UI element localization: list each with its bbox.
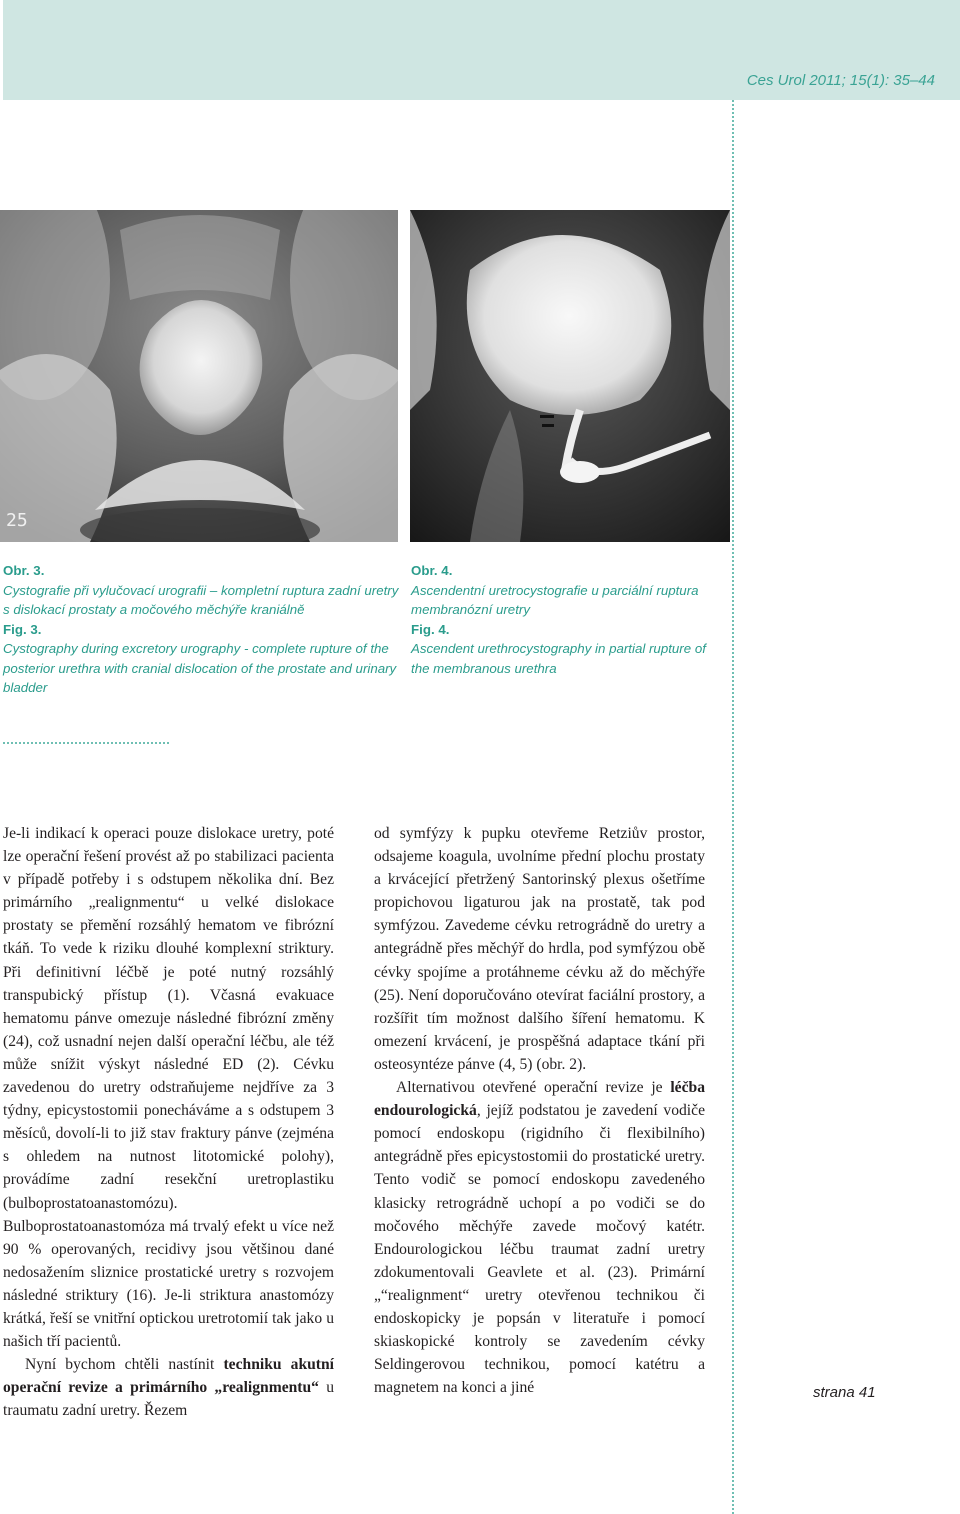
paragraph-text: Alternativou otevřené operační revize je — [396, 1079, 671, 1097]
paragraph-bold-text: léčba endourologická — [374, 1079, 705, 1120]
paragraph-text: Je-li indikací k operaci pouze dislokace uretry, poté lze operační řešení provést až po stabilizaci pacienta v případě potřeby i s odstupem několika dní. Bez primárního „realignmentu“ u velké dislokace prostaty se přemění rozsáhlý hematom ve fibrózní tkáň. To vede k riziku dlouhé komplexní striktury. Při definitivní léčbě je poté nutný rozsáhlý transpubický přístup (1). Včasná evakuace hematomu pánve omezuje následné fibrózní změny (24), což usnadní nejen další operační léčbu, ale též může snížit výskyt následné ED (2). Cévku zavedenou do uretry odstraňujeme nejdříve za 3 týdny, epicystostomii ponecháváme a s odstupem 3 měsíců, dovolí-li to již stav fraktury pánve (zejména s ohledem na nutnost litotomické polohy), provádíme zadní resekční uretroplastiku (bulboprostatoanastomózu). Bulboprostatoanastomóza má trvalý efekt u více než 90 % operovaných, recidivy jsou většinou dané nedosažením sliznice prostatické uretry s rozvojem následné striktury (16). Je-li striktura anastomózy krátká, řeší se vnitřní optickou uretrotomií tak jako u našich tří pacientů. — [3, 825, 334, 1351]
figure-4-label-en: Fig. 4. — [411, 621, 450, 637]
figure-3-xray-image — [0, 210, 398, 542]
figure-3-label-en: Fig. 3. — [3, 621, 42, 637]
figure-4-caption-cz: Ascendentní uretrocystografie u parciální ruptura membranózní uretry — [411, 582, 699, 617]
caption-divider — [3, 742, 169, 744]
figure-4-caption — [411, 561, 723, 678]
figure-4-label-cz: Obr. 4. — [411, 563, 453, 578]
header-margin — [0, 0, 3, 100]
body-column-left — [3, 822, 334, 1422]
figure-3-caption-cz: Cystografie při vylučovací urografii – kompletní ruptura zadní uretry s dislokací prostaty a močového měchýře kraniálně — [3, 582, 399, 617]
paragraph-bold-text: techniku akutní operační revize a primárního „realignmentu“ — [3, 1356, 335, 1397]
paragraph — [374, 1076, 705, 1399]
body-column-right — [374, 822, 705, 1399]
paragraph-text: Nyní bychom chtěli nastínit — [25, 1356, 224, 1374]
paragraph — [3, 822, 334, 1353]
journal-reference: Ces Urol 2011; 15(1): 35–44 — [746, 72, 935, 89]
paragraph-text: , jejíž podstatou je zavedení vodiče pomocí endoskopu (rigidního či flexibilního) antegrádně přes epicystostomii do prostatické uretry. Tento vodič se pomocí endoskopu zavedeného klasicky retrográdně uchopí a po vodiči se do močového měchýře zavede močový katétr. Endourologickou léčbu traumat zadní uretry zdokumentovali Geavlete et al. (23). Primární „“realignment“ uretry otevřenou technikou či endoskopicky je popsán v literatuře i pomocí skiaskopické kontroly se zavedením cévky Seldingerovou technikou, pomocí katétru a magnetem na konci a jiné — [374, 1102, 705, 1397]
margin-dotted-rule — [732, 100, 734, 1514]
figure-4-caption-en: Ascendent urethrocystography in partial rupture of the membranous urethra — [411, 641, 706, 676]
figure-3-caption — [3, 561, 399, 698]
figure-3-caption-en: Cystography during excretory urography - complete rupture of the posterior urethra with cranial dislocation of the prostate and urinary bladder — [3, 641, 397, 695]
figure-4-xray-image — [410, 210, 730, 542]
paragraph — [374, 822, 705, 1076]
paragraph — [3, 1353, 334, 1422]
figure-3-label-cz: Obr. 3. — [3, 563, 45, 578]
paragraph-text: u traumatu zadní uretry. Řezem — [3, 1379, 334, 1420]
figure-3-stamp: 25 — [6, 510, 28, 531]
paragraph-text: od symfýzy k pupku otevřeme Retziův prostor, odsajeme koagula, uvolníme přední plochu prostaty a krvácející přetržený Santorinský plexus ošetříme propichovou ligaturou jak na prostatě, tak pod symfýzou. Zavedeme cévku retrográdně do uretry a antegrádně přes měchýř do hrdla, pod symfýzou obě cévky spojíme a protáhneme cévku až do měchýře (25). Není doporučováno otevírat faciální prostory, a rozšířit tím možnost dalšího šíření hematomu. K omezení krvácení, je prospěšná adaptace tkání při osteosyntéze pánve (4, 5) (obr. 2). — [374, 825, 705, 1073]
page-number: strana 41 — [813, 1384, 876, 1401]
